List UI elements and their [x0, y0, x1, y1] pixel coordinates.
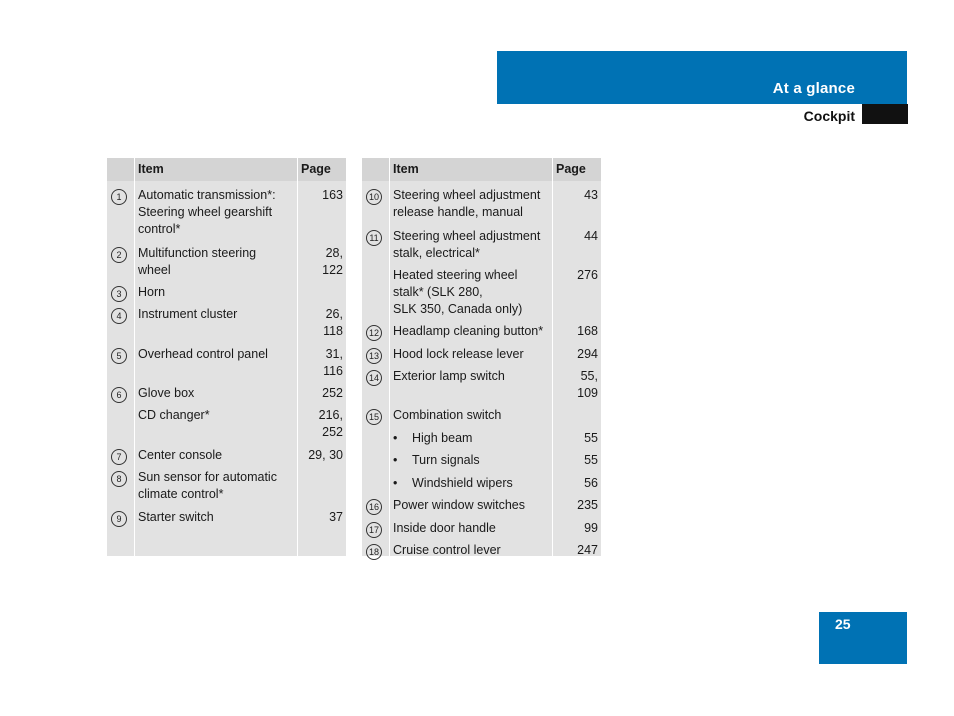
item-label: Power window switches	[393, 498, 525, 512]
page-reference: 252	[322, 386, 343, 400]
section-title: Cockpit	[803, 108, 855, 124]
item-number-badge: 18	[366, 544, 382, 560]
item-label: CD changer*	[138, 408, 210, 422]
item-label: Hood lock release lever	[393, 347, 524, 361]
bullet-icon: •	[393, 453, 398, 467]
page-reference: 31, 116	[323, 347, 343, 378]
section-tab-marker	[862, 104, 908, 124]
header-num	[362, 158, 389, 181]
item-label: Exterior lamp switch	[393, 369, 505, 383]
bullet-icon: •	[393, 476, 398, 490]
page-reference: 247	[577, 543, 598, 557]
item-number-badge: 12	[366, 325, 382, 341]
item-label: Horn	[138, 285, 166, 299]
item-label	[393, 430, 551, 447]
item-label: Steering wheel adjustment stalk, electrical*	[393, 229, 541, 260]
item-number-badge: 1	[111, 189, 127, 205]
item-number-badge: 4	[111, 308, 127, 324]
page-reference: 55	[584, 453, 598, 467]
item-label: Combination switch	[393, 408, 502, 422]
table-header	[362, 158, 601, 181]
item-number-badge: 2	[111, 247, 127, 263]
item-number-badge: 3	[111, 286, 127, 302]
item-number-badge: 14	[366, 370, 382, 386]
page-number-box	[819, 612, 907, 664]
header-page: Page	[298, 158, 346, 181]
header-bar	[497, 51, 907, 104]
item-number-badge: 5	[111, 348, 127, 364]
item-label-text: Turn signals	[412, 453, 480, 467]
item-label: Overhead control panel	[138, 347, 268, 361]
item-label: Headlamp cleaning button*	[393, 324, 544, 338]
item-number-badge: 16	[366, 499, 382, 515]
item-label: Automatic transmission*: Steering wheel gearshift control*	[138, 188, 276, 236]
item-number-badge: 9	[111, 511, 127, 527]
item-label-text: Windshield wipers	[412, 476, 513, 490]
page-number: 25	[835, 616, 851, 632]
page-reference: 235	[577, 498, 598, 512]
page-reference: 276	[577, 268, 598, 282]
page-reference: 56	[584, 476, 598, 490]
item-number-badge: 11	[366, 230, 382, 246]
page-reference: 29, 30	[308, 448, 343, 462]
item-label: Glove box	[138, 386, 195, 400]
page-reference: 294	[577, 347, 598, 361]
page-reference: 44	[584, 229, 598, 243]
page-reference: 99	[584, 521, 598, 535]
item-number-badge: 13	[366, 348, 382, 364]
item-label: Starter switch	[138, 510, 214, 524]
header-page: Page	[553, 158, 601, 181]
item-label: Heated steering wheel stalk* (SLK 280, SLK 350, Canada only)	[393, 268, 523, 316]
item-label: Inside door handle	[393, 521, 496, 535]
cockpit-items-table-right	[362, 158, 601, 556]
item-number-badge: 10	[366, 189, 382, 205]
page-reference: 163	[322, 188, 343, 202]
item-label-text: High beam	[412, 431, 473, 445]
page-reference: 168	[577, 324, 598, 338]
item-label: Center console	[138, 448, 223, 462]
header-item: Item	[135, 158, 297, 181]
item-number-badge: 6	[111, 387, 127, 403]
item-number-badge: 15	[366, 409, 382, 425]
page-reference: 28, 122	[322, 246, 343, 277]
item-number-badge: 8	[111, 471, 127, 487]
header-item: Item	[390, 158, 552, 181]
bullet-icon: •	[393, 431, 398, 445]
item-label: Instrument cluster	[138, 307, 238, 321]
item-number-badge: 7	[111, 449, 127, 465]
item-label: Cruise control lever	[393, 543, 501, 557]
page-reference: 37	[329, 510, 343, 524]
item-label: Steering wheel adjustment release handle, manual	[393, 188, 541, 219]
chapter-title: At a glance	[772, 80, 855, 97]
page-reference: 26, 118	[323, 307, 343, 338]
cockpit-items-table-left	[107, 158, 346, 556]
item-label: Multifunction steering wheel	[138, 246, 257, 277]
item-number-badge: 17	[366, 522, 382, 538]
header-num	[107, 158, 134, 181]
table-header	[107, 158, 346, 181]
page-reference: 43	[584, 188, 598, 202]
page-reference: 216, 252	[318, 408, 343, 439]
page-reference: 55, 109	[577, 369, 598, 400]
item-label	[393, 475, 551, 492]
item-label: Sun sensor for automatic climate control*	[138, 470, 277, 501]
item-label	[393, 452, 551, 469]
page-reference: 55	[584, 431, 598, 445]
